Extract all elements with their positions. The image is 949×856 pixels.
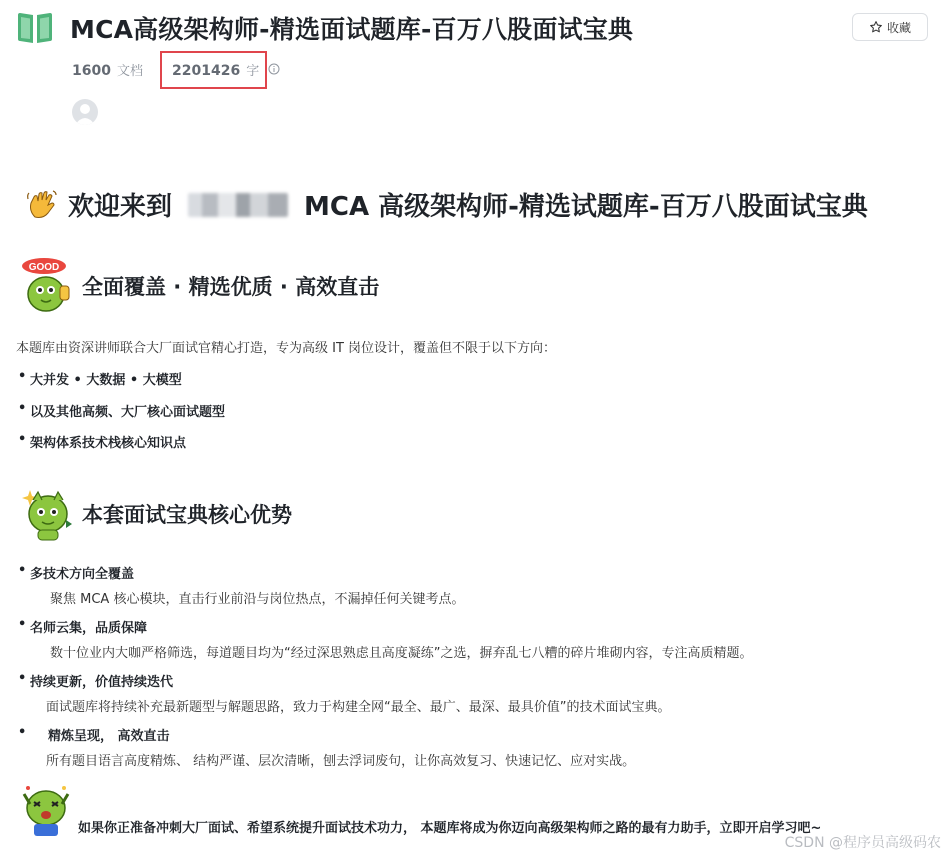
advantage-title: • 名师云集，品质保障 bbox=[0, 617, 752, 636]
advantage-title: • 精炼呈现， 高效直击 bbox=[0, 725, 752, 744]
advantages-list bbox=[0, 563, 752, 769]
waving-hand-icon bbox=[26, 189, 58, 221]
section-advantages-title: 本套面试宝典核心优势 bbox=[82, 503, 292, 527]
list-item bbox=[0, 725, 752, 769]
advantage-desc: 面试题库将持续补充最新题型与解题思路，致力于构建全网“最全、最广、最深、最具价值”的技术面试宝典。 bbox=[46, 700, 671, 715]
svg-text:GOOD: GOOD bbox=[28, 262, 60, 273]
list-item bbox=[0, 563, 752, 607]
advantage-desc: 数十位业内大咖严格筛选，每道题目均为“经过深思熟虑且高度凝练”之选，摒弃乱七八糟的碎片堆砌内容，专注高质精题。 bbox=[50, 646, 753, 661]
avatar[interactable] bbox=[72, 99, 98, 125]
welcome-suffix: MCA 高级架构师-精选试题库-百万八股面试宝典 bbox=[304, 192, 868, 222]
advantage-title: • 多技术方向全覆盖 bbox=[0, 563, 752, 582]
advantage-title: • 持续更新，价值持续迭代 bbox=[0, 671, 752, 690]
star-icon bbox=[869, 20, 883, 34]
section-advantages-heading bbox=[20, 484, 292, 544]
sparkle-mascot-icon bbox=[20, 484, 76, 544]
coverage-list bbox=[0, 369, 225, 451]
coverage-intro: 本题库由资深讲师联合大厂面试官精心打造，专为高级 IT 岗位设计，覆盖但不限于以下方向： bbox=[16, 341, 557, 356]
blurred-brand bbox=[188, 193, 288, 217]
user-icon bbox=[72, 99, 98, 125]
favorite-button[interactable] bbox=[852, 13, 928, 41]
good-mascot-icon bbox=[20, 256, 76, 316]
section-coverage-title: 全面覆盖 · 精选优质 · 高效直击 bbox=[82, 275, 380, 299]
doc-count-stat bbox=[72, 60, 143, 79]
list-item: • 以及其他高频、大厂核心面试题型 bbox=[0, 401, 225, 420]
welcome-prefix: 欢迎来到 bbox=[68, 192, 173, 222]
doc-unit: 文档 bbox=[116, 64, 143, 79]
list-item bbox=[0, 617, 752, 661]
advantage-desc: 聚焦 MCA 核心模块，直击行业前沿与岗位热点，不漏掉任何关键考点。 bbox=[50, 592, 465, 607]
cheering-mascot-icon bbox=[18, 782, 74, 838]
doc-count: 1600 bbox=[72, 63, 111, 79]
welcome-heading bbox=[26, 186, 868, 223]
word-count-stat bbox=[172, 60, 259, 79]
closing-message: 如果你正准备冲刺大厂面试、希望系统提升面试技术功力， 本题库将成为你迈向高级架构师之路的最有力助手，立即开启学习吧~ bbox=[78, 821, 822, 836]
favorite-label: 收藏 bbox=[886, 20, 911, 35]
book-icon bbox=[16, 11, 54, 45]
list-item: • 大并发 • 大数据 • 大模型 bbox=[0, 369, 225, 388]
word-unit: 字 bbox=[246, 64, 260, 79]
section-coverage-heading bbox=[20, 256, 379, 316]
word-count: 2201426 bbox=[172, 63, 241, 79]
advantage-desc: 所有题目语言高度精炼、 结构严谨、层次清晰，刨去浮词废句，让你高效复习、快速记忆、应对实战。 bbox=[46, 754, 636, 769]
list-item: • 架构体系技术栈核心知识点 bbox=[0, 432, 225, 451]
page-title: MCA高级架构师-精选面试题库-百万八股面试宝典 bbox=[70, 15, 634, 44]
watermark: CSDN @程序员高级码农 bbox=[784, 835, 941, 851]
list-item bbox=[0, 671, 752, 715]
info-icon[interactable] bbox=[268, 63, 280, 75]
